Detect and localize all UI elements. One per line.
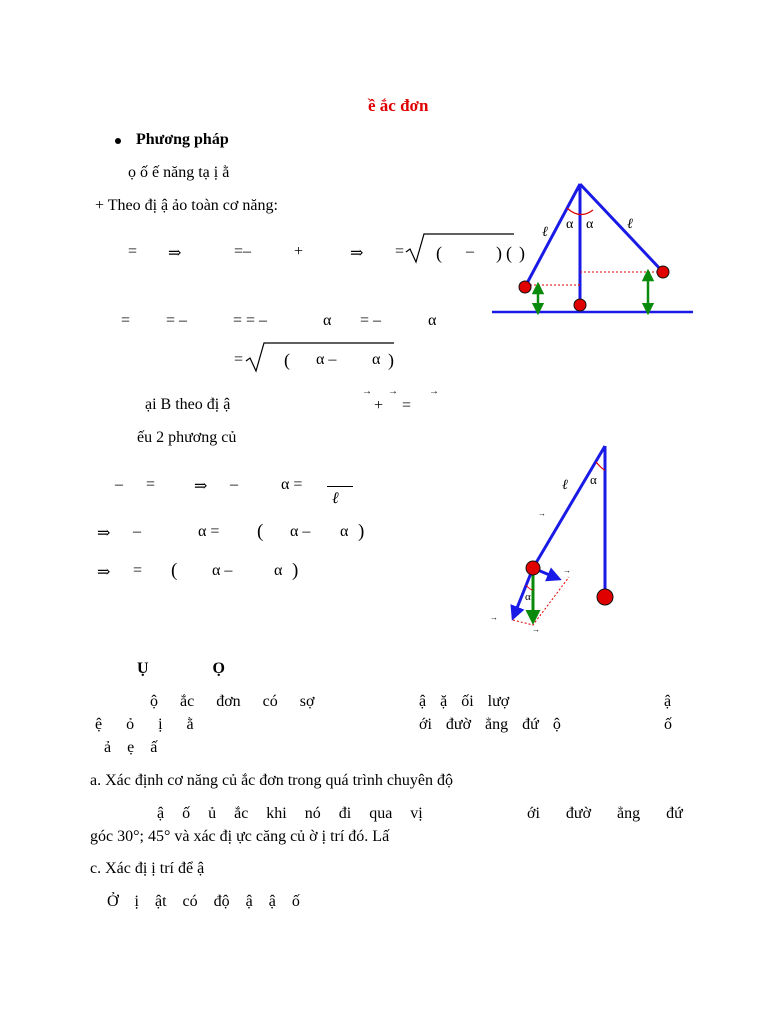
text-line-4: ếu 2 phương củ: [137, 429, 237, 446]
eq-symbol: α: [340, 523, 349, 540]
pendulum-figure-2: [486, 440, 646, 640]
eq-symbol: ℓ: [332, 490, 339, 507]
eq-symbol: ): [496, 243, 502, 263]
bob-equilibrium: [597, 589, 613, 605]
example-line-1b: ậ ặ ối lượ: [419, 693, 510, 710]
eq-symbol: ): [292, 560, 299, 581]
eq-symbol: ): [519, 243, 525, 263]
eq-symbol: = –: [166, 312, 188, 329]
vector-arrow-icon: →: [388, 386, 398, 397]
eq-symbol: (: [506, 243, 512, 263]
eq-symbol: α: [274, 562, 283, 579]
pendulum-figure-1: [490, 180, 700, 320]
bob-right: [657, 266, 669, 278]
question-c: c. Xác đị ị trí để ậ: [90, 860, 205, 877]
bullet-icon: [115, 138, 121, 144]
bob-left: [519, 281, 531, 293]
eq-symbol: α: [372, 351, 381, 368]
method-heading: Phương pháp: [136, 131, 229, 148]
bob-bottom: [574, 299, 586, 311]
eq-symbol: ⇒: [350, 245, 364, 262]
eq-symbol: α –: [290, 523, 311, 540]
eq-symbol: (: [436, 243, 442, 263]
fraction-bar: [327, 486, 353, 487]
eq-symbol: ⇒: [97, 525, 111, 542]
example-line-3: ả ẹ ấ: [104, 739, 158, 756]
eq-symbol: =: [234, 351, 244, 368]
text-line-2: + Theo đị ậ ảo toàn cơ năng:: [95, 197, 278, 214]
eq-symbol: (: [257, 521, 264, 542]
eq-symbol: ): [388, 350, 394, 370]
vector-arrow-icon: →: [538, 509, 546, 518]
example-line-2c: ố: [664, 716, 672, 733]
question-a: a. Xác định cơ năng củ ắc đơn trong quá trình chuyên độ: [90, 772, 454, 789]
vector-arrow-icon: →: [490, 613, 498, 622]
alpha-label: α: [566, 217, 574, 232]
example-line-2a: ệ ỏ ị ằ: [95, 716, 194, 733]
document-title: ề ắc đơn: [368, 96, 429, 115]
eq-symbol: α –: [316, 351, 337, 368]
example-heading: Ụ Ọ: [137, 660, 225, 677]
text-line-1: ọ ố ế năng tạ ị ằ: [128, 164, 230, 181]
eq-symbol: ): [358, 521, 365, 542]
length-label: ℓ: [627, 217, 633, 232]
eq-symbol: α: [323, 312, 332, 329]
eq-symbol: = = –: [233, 312, 268, 329]
eq-symbol: =: [402, 397, 412, 414]
example-line-1c: ậ: [664, 693, 672, 710]
question-d: Ở ị ật có độ ậ ậ ố: [107, 893, 300, 910]
eq-symbol: +: [374, 397, 384, 414]
eq-symbol: =: [133, 562, 143, 579]
eq-symbol: =: [128, 243, 138, 260]
eq-symbol: ⇒: [168, 245, 182, 262]
eq-symbol: (: [171, 560, 178, 581]
eq-symbol: α –: [212, 562, 233, 579]
length-label: ℓ: [562, 478, 568, 493]
eq-symbol: α =: [281, 476, 303, 493]
length-label: ℓ: [542, 225, 548, 240]
alpha-label: α: [586, 217, 594, 232]
example-line-1a: ộ ắc đơn có sợ: [150, 693, 315, 710]
example-line-2b: ới đườ ẳng đứ ộ: [419, 716, 561, 733]
string-left: [525, 184, 580, 287]
eq-symbol: +: [294, 243, 304, 260]
vector-arrow-icon: →: [532, 625, 540, 634]
vector-arrow-icon: →: [362, 386, 372, 397]
eq-symbol: ⇒: [97, 564, 111, 581]
question-b-line-1a: ậ ố ủ ắc khi nó đi qua vị: [157, 805, 423, 822]
eq-symbol: –: [466, 243, 474, 260]
alpha-label: α: [525, 591, 531, 603]
eq-symbol: α =: [198, 523, 220, 540]
alpha-label: α: [590, 472, 597, 487]
eq-symbol: =: [121, 312, 131, 329]
vector-arrow-icon: →: [563, 566, 571, 575]
eq-symbol: (: [284, 350, 290, 370]
eq-symbol: –: [115, 476, 123, 493]
bob-displaced: [526, 561, 540, 575]
eq-symbol: –: [230, 476, 238, 493]
eq-symbol: =: [395, 243, 405, 260]
eq-symbol: =: [146, 476, 156, 493]
eq-symbol: =–: [234, 243, 252, 260]
eq-symbol: α: [428, 312, 437, 329]
eq-symbol: = –: [360, 312, 382, 329]
question-b-line-2: góc 30°; 45° và xác đị ực căng củ ờ ị trí đó. Lấ: [90, 828, 390, 845]
question-b-line-1b: ới đườ ẳng đứ: [527, 805, 683, 822]
vector-arrow-icon: →: [429, 386, 439, 397]
eq-symbol: –: [133, 523, 141, 540]
eq-symbol: ⇒: [194, 478, 208, 495]
text-line-3: ại B theo đị ậ: [145, 396, 231, 413]
string-inclined: [533, 446, 605, 568]
